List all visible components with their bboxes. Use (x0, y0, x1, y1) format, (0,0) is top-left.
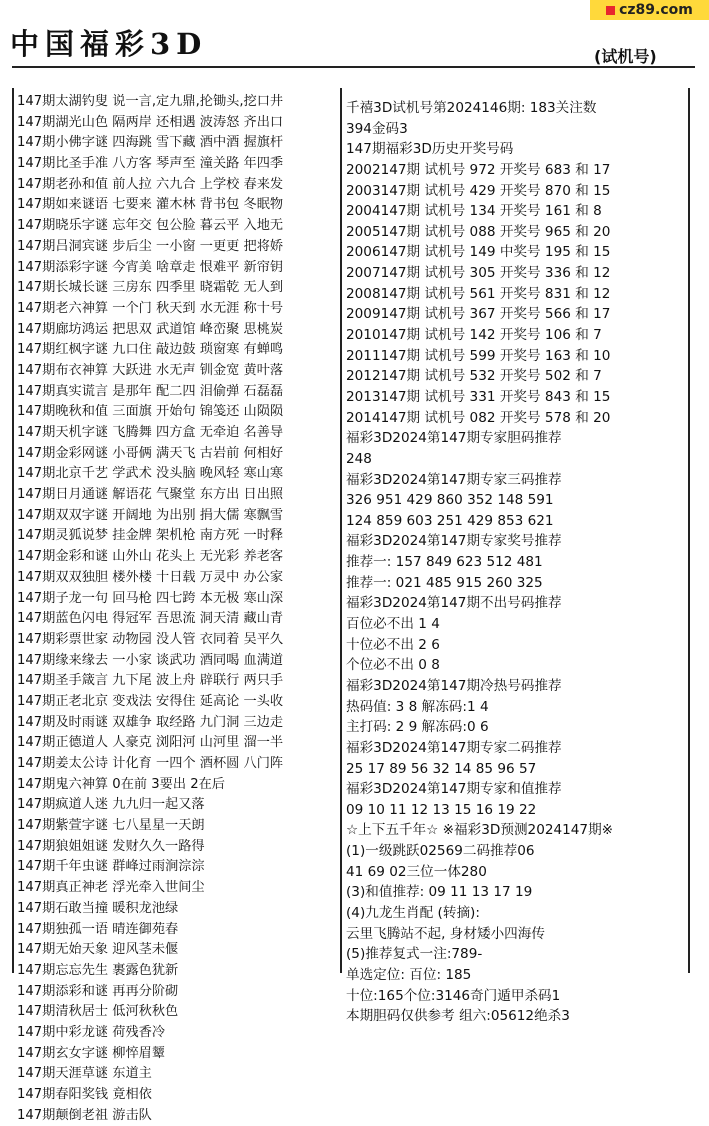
riddle-line: 147期北京千艺 学武术 没头脑 晚风轻 寒山寒 (17, 466, 284, 482)
prediction-line: 百位必不出 1 4 (346, 616, 440, 633)
prediction-line: 推荐一: 157 849 623 512 481 (346, 554, 543, 571)
prediction-line: 2006147期 试机号 149 中奖号 195 和 15 (346, 244, 611, 261)
right-rule (688, 88, 690, 973)
red-square-icon (606, 6, 615, 15)
riddle-line: 147期晓乐字谜 忘年交 包公脸 暮云平 入地无 (17, 218, 284, 234)
riddle-line: 147期如来谜语 七要来 灌木林 背书包 冬眠物 (17, 197, 284, 213)
riddle-line: 147期清秋居士 低河秋秋色 (17, 1004, 179, 1020)
riddle-line: 147期及时雨谜 双雄争 取经路 九门洞 三边走 (17, 714, 284, 730)
prediction-line: 千禧3D试机号第2024146期: 183关注数 (346, 100, 597, 116)
riddle-line: 147期比圣手准 八方客 琴声至 潼关路 年四季 (17, 156, 284, 172)
riddle-line: 147期布衣神算 大跃进 水无声 钏金宽 黄叶落 (17, 362, 284, 378)
riddle-line: 147期日月通谜 解语花 气聚堂 东方出 日出照 (17, 487, 284, 503)
prediction-line: 326 951 429 860 352 148 591 (346, 492, 554, 509)
prediction-line: 2003147期 试机号 429 开奖号 870 和 15 (346, 182, 611, 199)
riddle-line: 147期鬼六神算 0在前 3要出 2在后 (17, 776, 225, 792)
watermark-text: cz89.com (619, 2, 693, 18)
riddle-line: 147期湖光山色 隔两岸 还相遇 波涛怒 齐出口 (17, 114, 284, 130)
riddle-line: 147期灵狐说梦 挂金牌 架机枪 南方死 一时释 (17, 528, 284, 544)
prediction-line: 单选定位: 百位: 185 (346, 966, 472, 983)
prediction-line: 福彩3D2024第147期专家胆码推荐 (346, 430, 562, 447)
page-title: 中国福彩3D (10, 27, 208, 61)
prediction-line: 2009147期 试机号 367 开奖号 566 和 17 (346, 306, 611, 323)
prediction-line: 十位必不出 2 6 (346, 636, 440, 653)
prediction-column (346, 98, 686, 1027)
riddle-line: 147期金彩网谜 小哥俩 满天飞 古岩前 何相好 (17, 445, 284, 461)
prediction-line: 2007147期 试机号 305 开奖号 336 和 12 (346, 265, 611, 282)
left-rule (12, 88, 14, 973)
prediction-line: 云里飞腾站不起, 身材矮小四海传 (346, 925, 545, 942)
top-rule (12, 66, 695, 68)
prediction-line: (1)一级跳跃02569二码推荐06 (346, 843, 535, 860)
prediction-line: 2014147期 试机号 082 开奖号 578 和 20 (346, 409, 611, 426)
prediction-line: 2008147期 试机号 561 开奖号 831 和 12 (346, 285, 611, 302)
riddle-line: 147期独孤一语 晴连御苑春 (17, 921, 179, 937)
riddle-line: 147期无始天象 迎风茎未偃 (17, 942, 179, 958)
riddle-line: 147期天机字谜 飞腾舞 四方盒 无牵迫 名善导 (17, 425, 284, 440)
riddle-column (17, 92, 337, 1126)
riddle-line: 147期正德道人 人豪克 浏阳河 山河里 溜一半 (17, 735, 284, 751)
middle-rule (340, 88, 342, 973)
prediction-line: 09 10 11 12 13 15 16 19 22 (346, 801, 537, 818)
prediction-line: 2013147期 试机号 331 开奖号 843 和 15 (346, 388, 611, 405)
riddle-line: 147期中彩龙谜 荷残香冷 (17, 1024, 166, 1040)
riddle-line: 147期长城长谜 三房东 四季里 晓霜乾 无人到 (17, 280, 284, 296)
prediction-line: 124 859 603 251 429 853 621 (346, 512, 554, 529)
riddle-line: 147期廊坊鸿运 把思双 武道馆 峰峦聚 思桃炭 (17, 321, 284, 337)
riddle-line: 147期红枫字谜 九口住 敲边鼓 琐窗寒 有蝉鸣 (17, 342, 284, 358)
prediction-line: 福彩3D2024第147期冷热号码推荐 (346, 677, 562, 694)
riddle-line: 147期疯道人迷 九九归一起又落 (17, 797, 205, 813)
riddle-line: 147期子龙一句 回马枪 四七跨 本无极 寒山深 (17, 590, 284, 606)
prediction-line: 个位必不出 0 8 (346, 657, 440, 674)
riddle-line: 147期老六神算 一个门 秋天到 水无涯 称十号 (17, 300, 284, 316)
prediction-line: 福彩3D2024第147期专家奖号推荐 (346, 533, 562, 550)
prediction-line: 248 (346, 450, 372, 467)
prediction-line: 热码值: 3 8 解冻码:1 4 (346, 698, 489, 715)
riddle-line: 147期双双独胆 楼外楼 十日载 万灵中 办公家 (17, 569, 284, 585)
prediction-line: 147期福彩3D历史开奖号码 (346, 141, 514, 158)
riddle-line: 147期忘忘先生 裹露色犹新 (17, 962, 179, 978)
riddle-line: 147期金彩和谜 山外山 花头上 无光彩 养老客 (17, 549, 284, 565)
riddle-line: 147期蓝色闪电 得冠军 吾思流 洞天清 藏山青 (17, 611, 284, 627)
riddle-line: 147期太湖钓叟 说一言,定九鼎,抡锄头,挖口井 (17, 94, 284, 109)
prediction-line: 2010147期 试机号 142 开奖号 106 和 7 (346, 327, 602, 344)
prediction-line: 2011147期 试机号 599 开奖号 163 和 10 (346, 347, 611, 364)
prediction-line: 394金码3 (346, 120, 408, 137)
riddle-line: 147期双双字谜 开阔地 为出别 捐大儒 寒飘雪 (17, 507, 284, 523)
riddle-line: 147期天涯草谜 东道主 (17, 1066, 152, 1082)
riddle-line: 147期姜太公诗 计化育 一四个 酒杯圆 八门阵 (17, 756, 284, 771)
riddle-line: 147期真实谎言 是那年 配二四 泪偷弹 石磊磊 (17, 383, 284, 399)
riddle-line: 147期玄女字谜 柳悴眉颦 (17, 1045, 166, 1061)
prediction-line: 2005147期 试机号 088 开奖号 965 和 20 (346, 223, 611, 240)
watermark-badge (590, 0, 709, 20)
riddle-line: 147期千年虫谜 群峰过雨涧淙淙 (17, 859, 205, 875)
prediction-line: 2012147期 试机号 532 开奖号 502 和 7 (346, 368, 602, 385)
riddle-line: 147期缘来缘去 一小家 谈武功 酒同喝 血满道 (17, 652, 284, 668)
riddle-line: 147期圣手箴言 九下尾 波上舟 辟联行 两只手 (17, 673, 284, 689)
prediction-line: 推荐一: 021 485 915 260 325 (346, 574, 543, 591)
riddle-line: 147期老孙和值 前人拉 六九合 上学校 春来发 (17, 176, 284, 192)
prediction-line: 福彩3D2024第147期专家和值推荐 (346, 781, 562, 798)
prediction-line: 十位:165个位:3146奇门遁甲杀码1 (346, 987, 561, 1004)
riddle-line: 147期石敢当撞 暖积龙池绿 (17, 900, 179, 916)
riddle-line: 147期春阳奖钱 竟相依 (17, 1087, 152, 1102)
riddle-line: 147期颠倒老祖 游击队 (17, 1107, 152, 1123)
riddle-line: 147期添彩和谜 再再分阶砌 (17, 983, 179, 999)
prediction-line: 本期胆码仅供参考 组六:05612绝杀3 (346, 1008, 570, 1025)
riddle-line: 147期晚秋和值 三面旗 开始句 锦笺还 山陨陨 (17, 404, 284, 420)
prediction-line: 主打码: 2 9 解冻码:0 6 (346, 719, 489, 736)
riddle-line: 147期真正神老 浮光牵入世间尘 (17, 880, 205, 896)
riddle-line: 147期小佛字谜 四海跳 雪下藏 酒中酒 握旗杆 (17, 135, 284, 151)
riddle-line: 147期添彩字谜 今宵美 啥章走 恨难平 新帘钥 (17, 259, 284, 275)
prediction-line: 福彩3D2024第147期专家三码推荐 (346, 471, 562, 488)
prediction-line: (5)推荐复式一注:789- (346, 946, 483, 963)
riddle-line: 147期紫萱字谜 七八星星一天朗 (17, 818, 205, 834)
prediction-line: (3)和值推荐: 09 11 13 17 19 (346, 884, 533, 901)
riddle-line: 147期狼姐姐谜 发财久久一路得 (17, 838, 205, 854)
prediction-line: 2002147期 试机号 972 开奖号 683 和 17 (346, 161, 611, 178)
prediction-line: 福彩3D2024第147期不出号码推荐 (346, 595, 562, 612)
prediction-line: ☆上下五千年☆ ※福彩3D预测2024147期※ (346, 822, 614, 839)
riddle-line: 147期吕洞宾谜 步后尘 一小窗 一更更 把将娇 (17, 238, 284, 254)
riddle-line: 147期彩票世家 动物园 没人管 衣同着 吴平久 (17, 631, 284, 647)
prediction-line: 41 69 02三位一体280 (346, 863, 487, 880)
prediction-line: 25 17 89 56 32 14 85 96 57 (346, 760, 537, 777)
prediction-line: 2004147期 试机号 134 开奖号 161 和 8 (346, 203, 602, 220)
header-right-fragment: (试机号) (594, 47, 657, 66)
riddle-line: 147期正老北京 变戏法 安得住 延高论 一头收 (17, 693, 284, 709)
prediction-line: (4)九龙生肖配 (转摘): (346, 904, 480, 921)
prediction-line: 福彩3D2024第147期专家二码推荐 (346, 739, 562, 756)
